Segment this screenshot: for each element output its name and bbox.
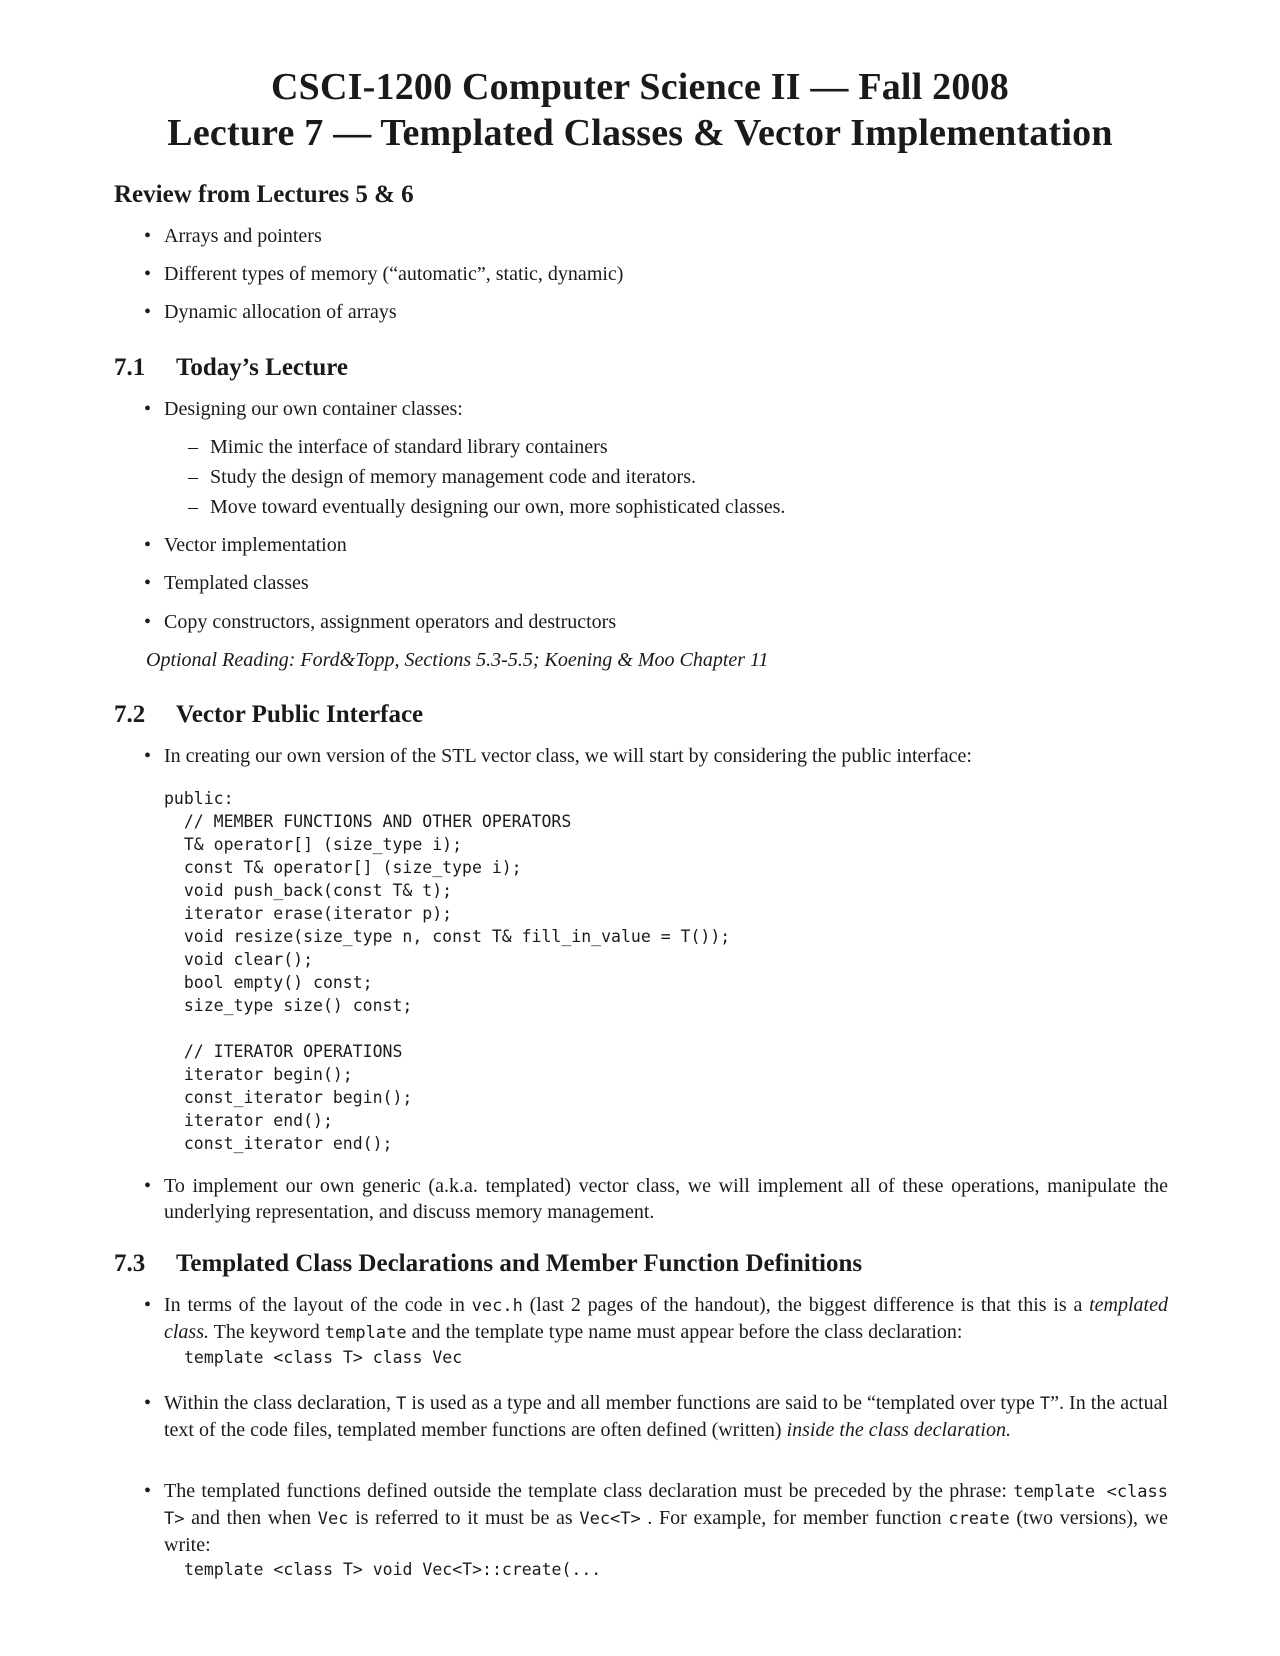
list-item: • Designing our own container classes: — [144, 398, 463, 420]
bullet-icon: • — [144, 572, 152, 594]
bullet-icon: • — [144, 534, 152, 556]
bullet-icon: • — [144, 745, 152, 767]
code-line-create-definition: template <class T> void Vec<T>::create(... — [184, 1560, 602, 1579]
bullet-icon: • — [144, 611, 152, 633]
code-line-template-declaration: template <class T> class Vec — [184, 1348, 463, 1367]
bullet-icon: • — [144, 1175, 152, 1197]
list-item: • Different types of memory (“automatic”, static, dynamic) — [144, 263, 624, 285]
document-title-line-2: Lecture 7 — Templated Classes & Vector Implementation — [167, 112, 1113, 154]
list-item: • The templated functions defined outside the template class declaration must be preceded by the phrase: template <class T> and then when Vec is referred to it must be as Vec<T> . For example, for member function create (two versions), we write: — [144, 1480, 1169, 1556]
list-item: • Copy constructors, assignment operators and destructors — [144, 611, 617, 633]
document-title-line-1: CSCI-1200 Computer Science II — Fall 2008 — [271, 66, 1009, 108]
section-7-2-heading: 7.2 Vector Public Interface — [114, 701, 424, 728]
bullet-icon: • — [144, 263, 152, 285]
review-heading: Review from Lectures 5 & 6 — [114, 181, 414, 208]
document-page: CSCI-1200 Computer Science II — Fall 2008 Lecture 7 — Templated Classes & Vector Implementation Review from Lectures 5 & 6 • Arrays and pointers • Different types of memory (“automatic”, static, dynamic) • Dynamic allocation of arrays 7.1 Today’s Lecture • Designing our own container classes: – Mimic the interface of standard library containers – Study the design of memory management code and iterators. – Move toward eventually designing our own, more sophisticated classes. • Vector implementation • Templated classes • Copy constructors, assignment operators and destructors Optional Reading: Ford&Topp, Sections 5.3-5.5; Koening & Moo Chapter 11 7.2 Vector Public Interface • In creating our own version of the STL vector class, we will start by considering the public interface: public: // MEMBER FUNCTIONS AND OTHER OPERATORS T& operator[] (size_type i); const T& operator[] (size_type i); void push_back(const T& t); iterator erase(iterator p); void resize(size_type n, const T& fill_in_value = T()); void clear(); bool empty() const; size_type size() const; // ITERATOR OPERATIONS iterator begin(); const_iterator begin(); iterator end(); const_iterator end(); • To implement our own generic (a.k.a. templated) vector class, we will implement all of these operations, manipulate the underlying representation, and discuss memory management. 7.3 Templated Class Declarations and Member Function Definitions • In terms of the layout of the code in vec.h (last 2 pages of the handout), the biggest difference is that this is a templated class. The keyword template and the template type name must appear before the class declaration: template <class T> class Vec • Within the class declaration, T is used as a type and all member functions are said to be “templated over type T”. In the actual text of the code files, templated member functions are often defined (written) inside the class declaration. • The templated functions defined outside the template class declaration must be preceded by the phrase: template <class T> and then when Vec is referred to it must be as Vec<T> . For example, for member function create (two versions), we write: template <class T> void Vec<T>::create(... — [0, 0, 1280, 1656]
sub-list-item: – Move toward eventually designing our own, more sophisticated classes. — [188, 496, 786, 518]
bullet-icon: • — [144, 301, 152, 323]
dash-icon: – — [188, 436, 198, 458]
list-item: • In terms of the layout of the code in vec.h (last 2 pages of the handout), the biggest difference is that this is a templated class. The keyword template and the template type name must appear before the class declaration: — [144, 1294, 1168, 1343]
section-7-1-heading: 7.1 Today’s Lecture — [114, 354, 348, 381]
optional-reading-note: Optional Reading: Ford&Topp, Sections 5.3-5.5; Koening & Moo Chapter 11 — [146, 649, 769, 671]
bullet-icon: • — [144, 1392, 152, 1414]
list-item: • Arrays and pointers — [144, 225, 322, 247]
sub-list-item: – Study the design of memory management code and iterators. — [188, 466, 696, 488]
bullet-icon: • — [144, 225, 152, 247]
dash-icon: – — [188, 466, 198, 488]
bullet-icon: • — [144, 398, 152, 420]
list-item: • Dynamic allocation of arrays — [144, 301, 397, 323]
list-item: • In creating our own version of the STL vector class, we will start by considering the public interface: — [144, 745, 972, 767]
list-item: • To implement our own generic (a.k.a. templated) vector class, we will implement all of these operations, manipulate the underlying representation, and discuss memory management. — [144, 1175, 1168, 1223]
list-item: • Within the class declaration, T is used as a type and all member functions are said to be “templated over type T”. In the actual text of the code files, templated member functions are often defined (written) inside the class declaration. — [144, 1392, 1169, 1441]
list-item: • Templated classes — [144, 572, 309, 594]
sub-list-item: – Mimic the interface of standard library containers — [188, 436, 608, 458]
bullet-icon: • — [144, 1294, 152, 1316]
dash-icon: – — [188, 496, 198, 518]
bullet-icon: • — [144, 1480, 152, 1502]
list-item: • Vector implementation — [144, 534, 347, 556]
section-7-3-heading: 7.3 Templated Class Declarations and Member Function Definitions — [114, 1250, 863, 1277]
